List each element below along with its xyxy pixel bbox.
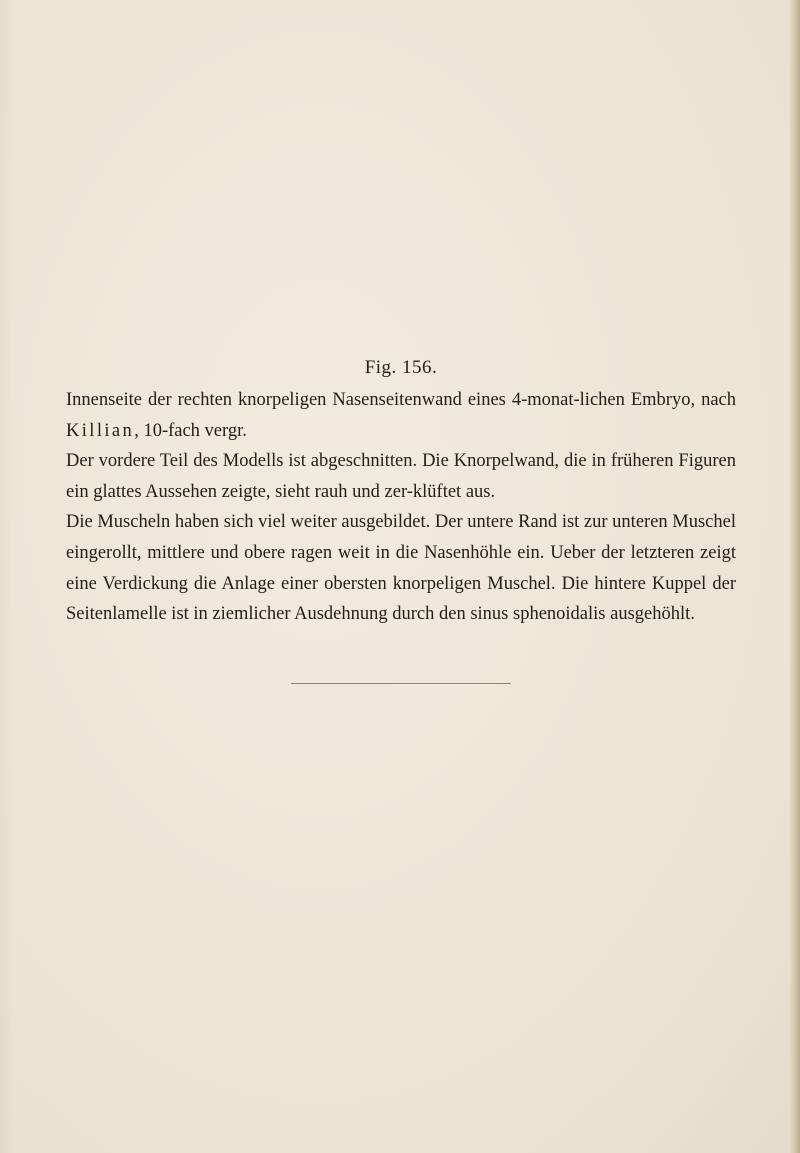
figure-label: Fig. 156. (364, 357, 438, 378)
figure-caption (66, 355, 736, 630)
author-name: Killian (66, 420, 135, 441)
separator-rule (291, 683, 511, 684)
caption-paragraph-1 (66, 385, 736, 446)
page-edge (790, 0, 800, 1153)
caption-text-1b: , 10-fach vergr. (134, 420, 247, 441)
caption-paragraph-2: Der vordere Teil des Modells ist abgeschnitten. Die Knorpelwand, die in früheren Figuren ein glattes Aussehen zeigte, sieht rauh und zer-klüftet aus. (66, 451, 736, 502)
caption-text-1a: Innenseite der rechten knorpeligen Nasenseitenwand eines 4-monat-lichen Embryo, nach (66, 390, 736, 410)
caption-paragraph-3: Die Muscheln haben sich viel weiter ausgebildet. Der untere Rand ist zur unteren Muschel eingerollt, mittlere und obere ragen weit in die Nasenhöhle ein. Ueber der letzteren zeigt eine Verdickung die Anlage einer obersten knorpeligen Muschel. Die hintere Kuppel der Seitenlamelle ist in ziemlicher Ausdehnung durch den sinus sphenoidalis ausgehöhlt. (66, 512, 736, 625)
